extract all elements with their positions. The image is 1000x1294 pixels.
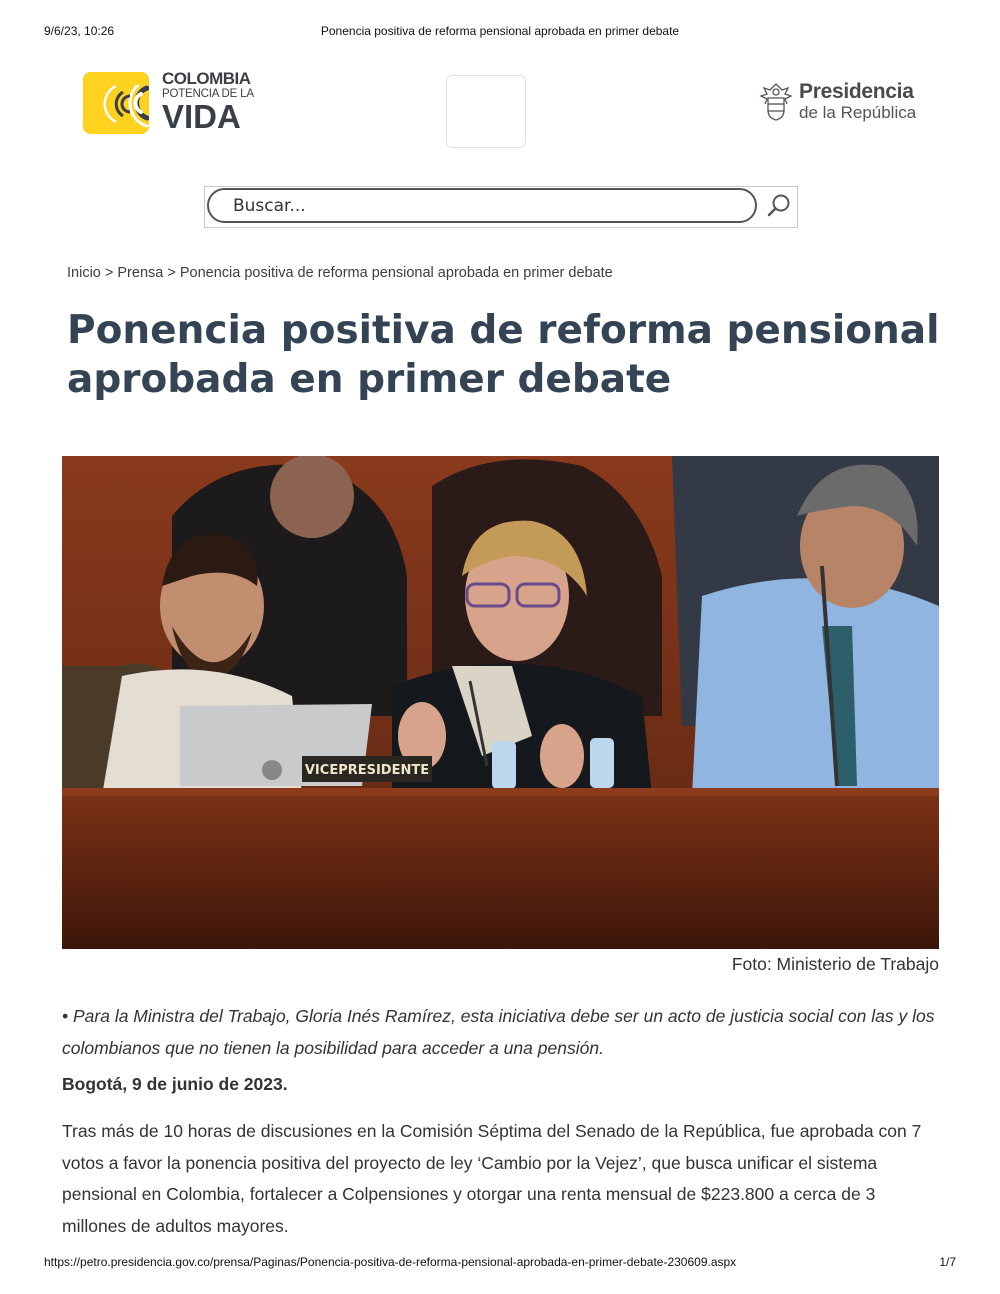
coat-of-arms-icon	[758, 82, 794, 122]
article-lead: • Para la Ministra del Trabajo, Gloria Inés Ramírez, esta iniciativa debe ser un acto de justicia social con las y los colombianos que no tienen la posibilidad para acceder a una pensión.	[62, 1006, 935, 1058]
print-page-number: 1/7	[939, 1255, 956, 1269]
print-datetime: 9/6/23, 10:26	[44, 24, 115, 38]
search-icon[interactable]	[763, 190, 795, 222]
article-photo	[62, 456, 939, 949]
presidencia-line1: Presidencia	[799, 80, 914, 103]
print-header	[0, 24, 1000, 40]
breadcrumb-inicio[interactable]: Inicio	[67, 265, 101, 281]
search-bar	[204, 186, 798, 228]
search-input[interactable]	[207, 188, 757, 223]
presidencia-logo[interactable]	[758, 80, 923, 126]
breadcrumb	[67, 265, 613, 281]
article-dateline: Bogotá, 9 de junio de 2023.	[62, 1074, 288, 1094]
center-image-placeholder	[446, 75, 526, 148]
breadcrumb-separator: >	[104, 265, 114, 281]
logo-line-colombia: COLOMBIA	[162, 69, 251, 88]
desk-name-plate: VICEPRESIDENTE	[304, 763, 430, 778]
colombia-logo-mark-icon	[83, 72, 149, 134]
photo-caption: Foto: Ministerio de Trabajo	[731, 954, 939, 974]
page-title: Ponencia positiva de reforma pensional aprobada en primer debate	[67, 308, 940, 402]
article-paragraph: Tras más de 10 horas de discusiones en la Comisión Séptima del Senado de la República, fue aprobada con 7 votos a favor la ponencia positiva del proyecto de ley ‘Cambio por la Vejez’, que busca unificar el sistema pensional en Colombia, fortalecer a Colpensiones y otorgar una renta mensual de $223.800 a cerca de 3 millones de adultos mayores.	[62, 1121, 922, 1236]
colombia-potencia-de-la-vida-logo[interactable]	[83, 70, 263, 136]
print-title: Ponencia positiva de reforma pensional aprobada en primer debate	[320, 24, 680, 38]
print-url: https://petro.presidencia.gov.co/prensa/Paginas/Ponencia-positiva-de-reforma-pensional-aprobada-en-primer-debate-230609.aspx	[44, 1255, 737, 1269]
breadcrumb-current: Ponencia positiva de reforma pensional aprobada en primer debate	[179, 265, 613, 281]
logo-line-potencia: POTENCIA DE LA	[162, 88, 254, 100]
breadcrumb-prensa[interactable]: Prensa	[117, 265, 164, 281]
logo-line-vida: VIDA	[162, 98, 241, 135]
presidencia-line2: de la República	[799, 103, 917, 122]
breadcrumb-separator: >	[167, 265, 176, 281]
